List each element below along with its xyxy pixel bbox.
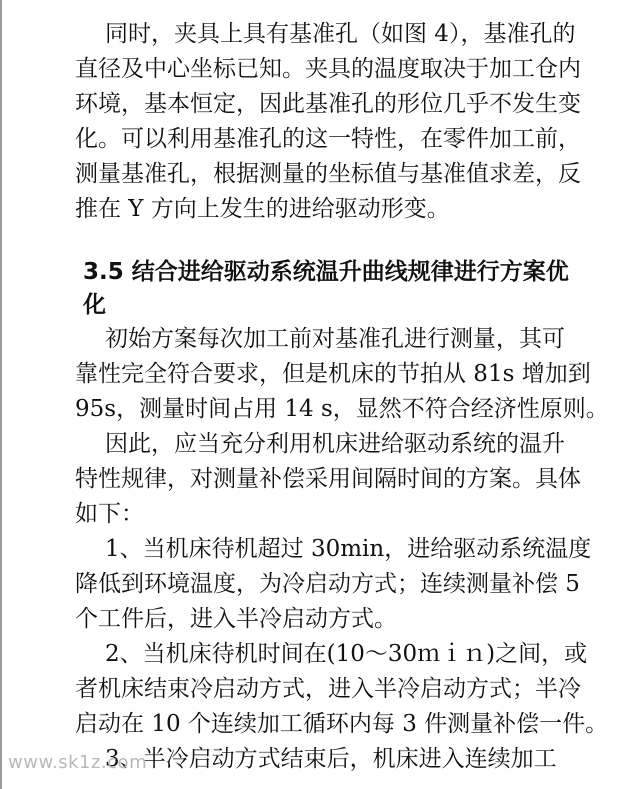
section-heading-line-2: 化 [83,292,106,318]
paragraph2-line-1: 初始方案每次加工前对基准孔进行测量，其可 [105,326,565,352]
paragraph1-line-6: 推在 Y 方向上发生的进给驱动形变。 [75,196,450,222]
paragraph1-line-4: 化。可以利用基准孔的这一特性，在零件加工前， [75,126,581,152]
left-margin-rule [0,0,2,789]
paragraph1-line-3: 环境，基本恒定，因此基准孔的形位几乎不发生变 [75,91,581,117]
paragraph1-line-5: 测量基准孔，根据测量的坐标值与基准值求差，反 [75,161,581,187]
item1-line-1: 1、当机床待机超过 30min，进给驱动系统温度 [105,536,592,562]
item3-line-1: 3、半冷启动方式结束后，机床进入连续加工 [105,746,557,772]
item1-line-2: 降低到环境温度，为冷启动方式；连续测量补偿 5 [75,571,580,597]
item2-line-3: 启动在 10 个连续加工循环内每 3 件测量补偿一件。 [75,711,609,737]
item2-line-2: 者机床结束冷启动方式，进入半冷启动方式；半冷 [75,676,581,702]
paragraph3-line-3: 如下： [75,501,144,527]
paragraph1-line-1: 同时，夹具上具有基准孔（如图 4），基准孔的 [105,21,576,47]
section-heading-line-1: 3.5 结合进给驱动系统温升曲线规律进行方案优 [83,259,569,285]
paragraph2-line-2: 靠性完全符合要求，但是机床的节拍从 81s 增加到 [75,361,591,387]
paragraph3-line-2: 特性规律，对测量补偿采用间隔时间的方案。具体 [75,466,581,492]
item2-line-1: 2、当机床待机时间在(10～30ｍｉｎ)之间，或 [105,641,588,667]
paragraph3-line-1: 因此，应当充分利用机床进给驱动系统的温升 [105,431,565,457]
watermark-url: www.sk1z.com [8,752,148,773]
paragraph1-line-2: 直径及中心坐标已知。夹具的温度取决于加工仓内 [75,56,581,82]
paragraph2-line-3: 95s，测量时间占用 14 s，显然不符合经济性原则。 [75,396,609,422]
item1-line-3: 个工件后，进入半冷启动方式。 [75,606,397,632]
